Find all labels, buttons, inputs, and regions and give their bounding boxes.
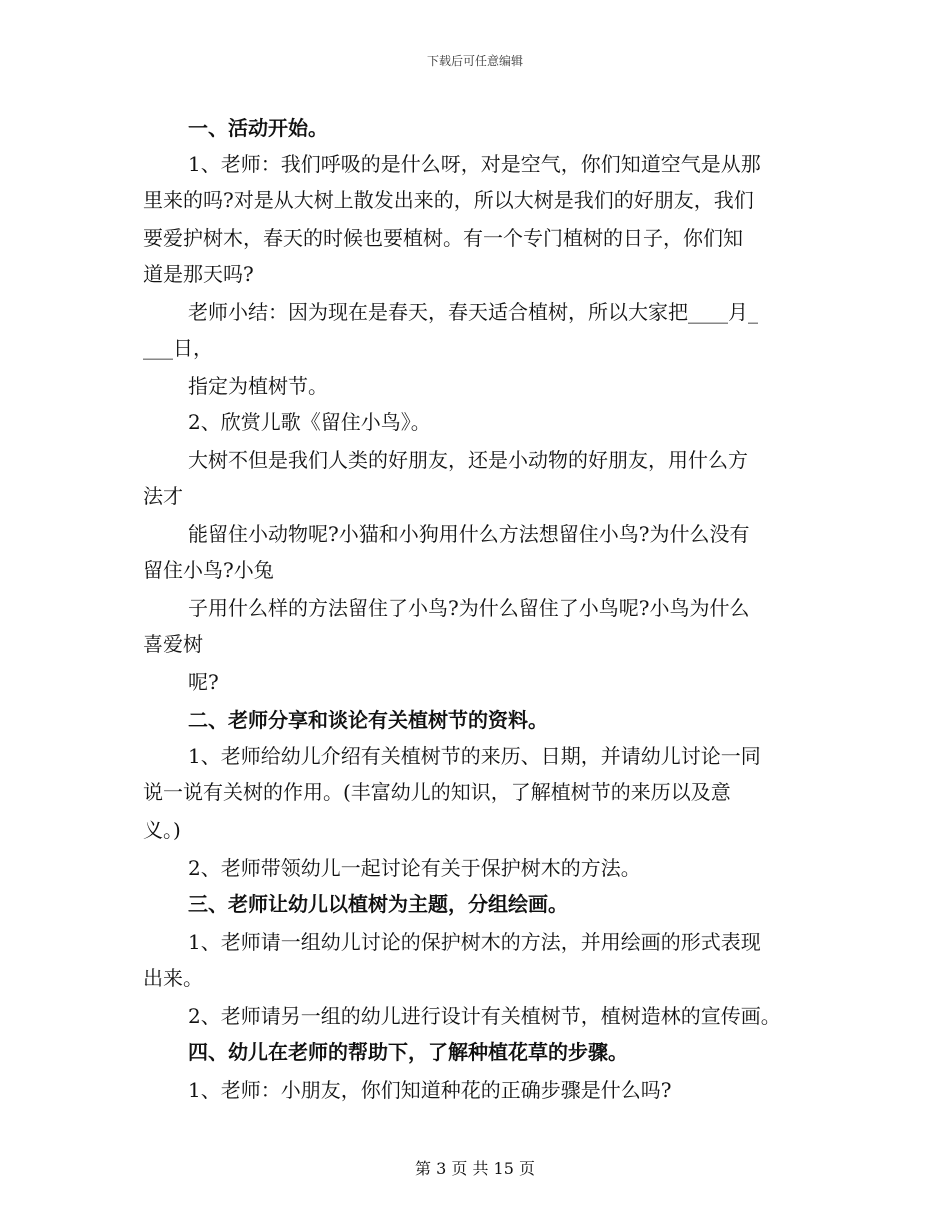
text-line: 2、老师带领幼儿一起讨论有关于保护树木的方法。: [188, 856, 641, 880]
text-line: 老师小结：因为现在是春天，春天适合植树，所以大家把____月_: [188, 300, 758, 324]
text-line: 里来的吗?对是从大树上散发出来的，所以大树是我们的好朋友，我们: [143, 188, 754, 212]
text-line: 义。): [143, 818, 181, 842]
text-line: 1、老师给幼儿介绍有关植树节的来历、日期，并请幼儿讨论一同: [188, 744, 761, 768]
text-line: 要爱护树木，春天的时候也要植树。有一个专门植树的日子，你们知: [143, 226, 743, 250]
text-line: 2、老师请另一组的幼儿进行设计有关植树节，植树造林的宣传画。: [188, 1004, 781, 1028]
heading-3: 三、老师让幼儿以植树为主题，分组绘画。: [188, 892, 568, 916]
text-line: 1、老师：我们呼吸的是什么呀，对是空气，你们知道空气是从那: [188, 152, 761, 176]
text-line: 说一说有关树的作用。(丰富幼儿的知识，了解植树节的来历以及意: [143, 780, 731, 804]
text-line: 能留住小动物呢?小猫和小狗用什么方法想留住小鸟?为什么没有: [188, 522, 750, 546]
text-line: 大树不但是我们人类的好朋友，还是小动物的好朋友，用什么方: [188, 448, 748, 472]
text-line: 指定为植树节。: [188, 374, 328, 398]
text-line: 留住小鸟?小兔: [143, 558, 274, 582]
text-line: 2、欣赏儿歌《留住小鸟》。: [188, 410, 431, 434]
text-line: 喜爱树: [143, 632, 203, 656]
heading-4: 四、幼儿在老师的帮助下，了解种植花草的步骤。: [188, 1040, 628, 1064]
heading-1: 一、活动开始。: [188, 116, 328, 140]
text-line: 呢?: [188, 670, 219, 694]
text-line: 法才: [143, 484, 183, 508]
heading-2: 二、老师分享和谈论有关植树节的资料。: [188, 708, 548, 732]
page-footer: 第 3 页 共 15 页: [415, 1159, 535, 1178]
text-line: 道是那天吗?: [143, 262, 254, 286]
page-header: 下载后可任意编辑: [426, 54, 523, 68]
text-line: ___日，: [143, 336, 213, 360]
text-line: 1、老师：小朋友，你们知道种花的正确步骤是什么吗?: [188, 1078, 672, 1102]
text-line: 出来。: [143, 966, 203, 990]
text-line: 子用什么样的方法留住了小鸟?为什么留住了小鸟呢?小鸟为什么: [188, 596, 750, 620]
text-line: 1、老师请一组幼儿讨论的保护树木的方法，并用绘画的形式表现: [188, 930, 761, 954]
